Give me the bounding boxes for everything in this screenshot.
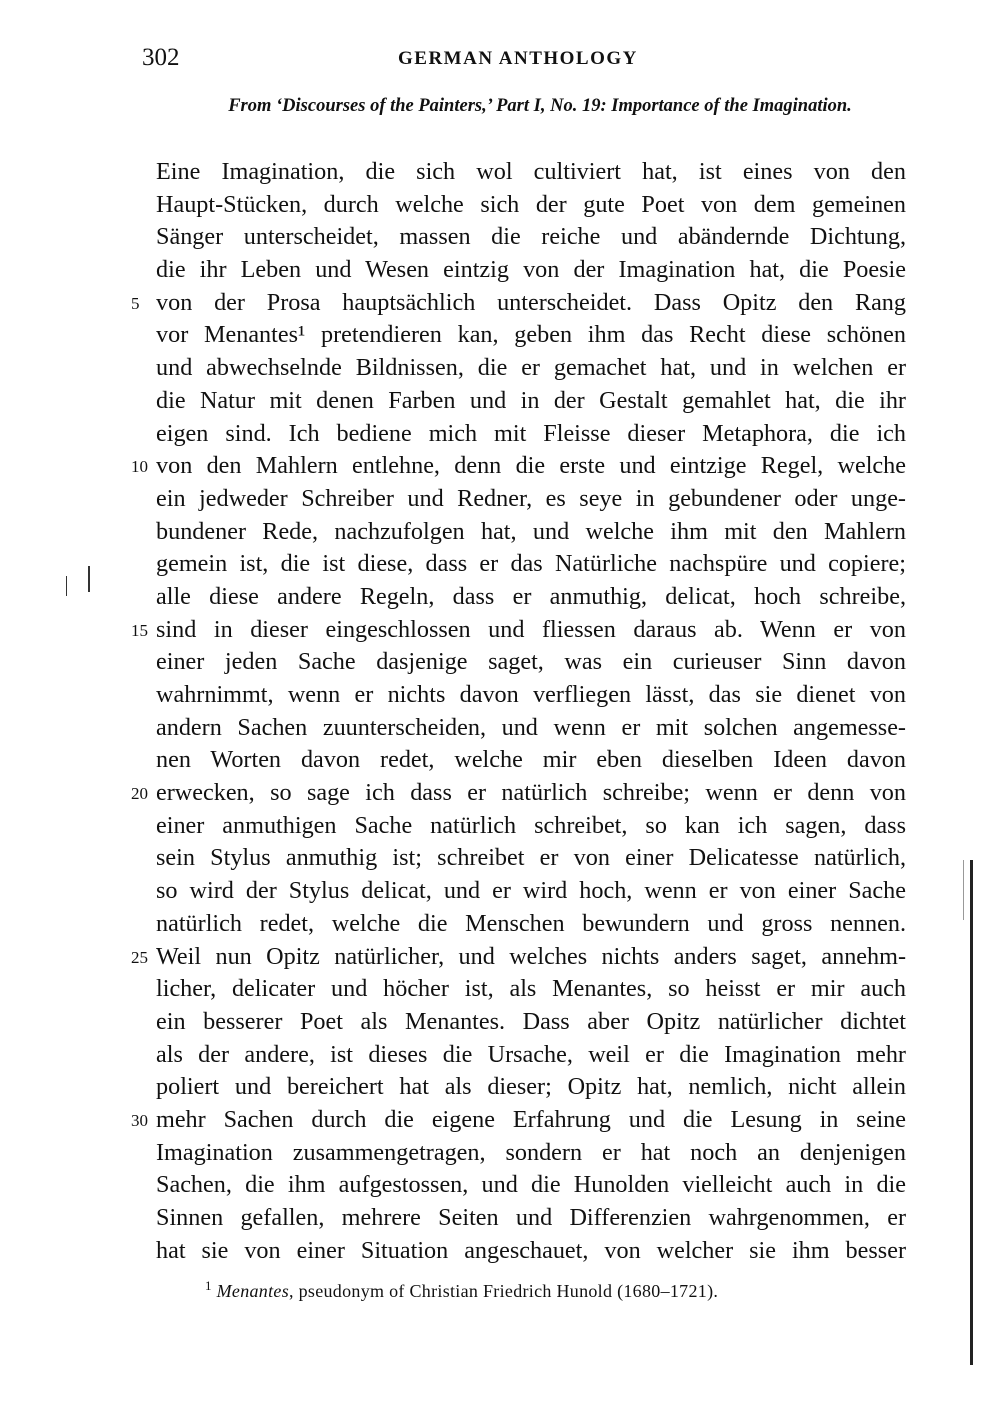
- text-line: [131, 777, 906, 810]
- footnote-marker: 1: [205, 1278, 212, 1293]
- line-text: Sänger unterscheidet, massen die reiche und abändernde Dichtung,: [156, 223, 906, 251]
- line-number: 30: [131, 1110, 148, 1130]
- line-text: wahrnimmt, wenn er nichts davon verfliegen lässt, das sie dienet von: [156, 681, 906, 708]
- line-text: Haupt-Stücken, durch welche sich der gute Poet von dem gemeinen: [156, 190, 906, 218]
- text-line: [156, 908, 906, 941]
- line-number: 20: [131, 784, 148, 804]
- text-line: [156, 1202, 906, 1235]
- line-text: Sachen, die ihm aufgestossen, und die Hunolden vielleicht auch in die: [156, 1171, 906, 1199]
- line-text: natürlich redet, welche die Menschen bewundern und gross nennen.: [156, 909, 906, 937]
- source-title: From ‘Discourses of the Painters,’ Part I, No. 19: Importance of the Imagination.: [228, 96, 852, 116]
- margin-mark: [66, 576, 67, 596]
- line-text: ein jedweder Schreiber und Redner, es seye in gebundener oder unge-: [156, 484, 906, 512]
- line-text: die ihr Leben und Wesen eintzig von der Imagination hat, die Poesie: [156, 256, 906, 284]
- line-text: eigen sind. Ich bediene mich mit Fleisse dieser Metaphora, die ich: [156, 419, 906, 447]
- line-text: Weil nun Opitz natürlicher, und welches nichts anders saget, annehm-: [156, 942, 906, 970]
- text-line: [156, 483, 906, 516]
- text-line: [156, 1006, 906, 1039]
- line-text: so wird der Stylus delicat, und er wird hoch, wenn er von einer Sache: [156, 877, 906, 905]
- text-line: [156, 418, 906, 451]
- text-line: [156, 385, 906, 418]
- line-text: ein besserer Poet als Menantes. Dass aber Opitz natürlicher dichtet: [156, 1007, 906, 1035]
- line-number: 5: [131, 293, 140, 313]
- text-line: [156, 581, 906, 614]
- line-number: 25: [131, 947, 148, 967]
- line-text: andern Sachen zuunterscheiden, und wenn er mit solchen angemesse-: [156, 713, 906, 741]
- line-text: einer anmuthigen Sache natürlich schreibet, so kan ich sagen, dass: [156, 811, 906, 839]
- line-text: Sinnen gefallen, mehrere Seiten und Differenzien wahrgenommen, er: [156, 1204, 906, 1231]
- margin-mark: [88, 566, 90, 592]
- footnote-text: , pseudonym of Christian Friedrich Hunold (1680–1721).: [289, 1281, 719, 1301]
- text-line: [156, 646, 906, 679]
- line-text: von den Mahlern entlehne, denn die erste und eintzige Regel, welche: [156, 452, 906, 480]
- line-text: licher, delicater und höcher ist, als Menantes, so heisst er mir auch: [156, 975, 906, 1003]
- body-text: [131, 156, 906, 1267]
- line-text: Imagination zusammengetragen, sondern er hat noch an denjenigen: [156, 1138, 906, 1166]
- line-text: die Natur mit denen Farben und in der Gestalt gemahlet hat, die ihr: [156, 386, 906, 414]
- line-number: 10: [131, 457, 148, 477]
- page-number: 302: [142, 44, 180, 71]
- footnote: [205, 1278, 718, 1302]
- line-text: und abwechselnde Bildnissen, die er gemachet hat, und in welchen er: [156, 354, 906, 382]
- text-line: [156, 810, 906, 843]
- margin-scan-line-faint: [963, 860, 964, 920]
- line-text: einer jeden Sache dasjenige saget, was ein curieuser Sinn davon: [156, 648, 906, 676]
- line-text: poliert und bereichert hat als dieser; Opitz hat, nemlich, nicht allein: [156, 1073, 906, 1101]
- running-head: GERMAN ANTHOLOGY: [398, 48, 638, 69]
- line-text: gemein ist, die ist diese, dass er das Natürliche nachspüre und copiere;: [156, 550, 906, 578]
- line-text: mehr Sachen durch die eigene Erfahrung und die Lesung in seine: [156, 1105, 906, 1133]
- line-text: von der Prosa hauptsächlich unterscheidet. Dass Opitz den Rang: [156, 288, 906, 316]
- text-line: [131, 450, 906, 483]
- text-line: [156, 973, 906, 1006]
- text-line: [156, 1137, 906, 1170]
- text-line: [156, 352, 906, 385]
- line-text: sein Stylus anmuthig ist; schreibet er von einer Delicatesse natürlich,: [156, 844, 906, 872]
- text-line: [156, 1169, 906, 1202]
- text-line: [156, 744, 906, 777]
- line-text: vor Menantes¹ pretendieren kan, geben ihm das Recht diese schönen: [156, 321, 906, 349]
- text-line: [156, 319, 906, 352]
- text-line: [156, 156, 906, 189]
- text-line: [156, 842, 906, 875]
- text-line: [156, 712, 906, 745]
- text-line: [156, 1039, 906, 1072]
- line-text: alle diese andere Regeln, dass er anmuthig, delicat, hoch schreibe,: [156, 582, 906, 610]
- text-line: [156, 548, 906, 581]
- text-line: [156, 254, 906, 287]
- line-text: nen Worten davon redet, welche mir eben dieselben Ideen davon: [156, 746, 906, 774]
- text-line: [131, 941, 906, 974]
- text-line: [156, 189, 906, 222]
- line-text: Eine Imagination, die sich wol cultiviert hat, ist eines von den: [156, 158, 906, 185]
- line-number: 15: [131, 620, 148, 640]
- text-line: [131, 614, 906, 647]
- line-text: bundener Rede, nachzufolgen hat, und welche ihm mit den Mahlern: [156, 517, 906, 545]
- line-text: hat sie von einer Situation angeschauet, von welcher sie ihm besser: [156, 1236, 906, 1264]
- text-line: [156, 875, 906, 908]
- margin-scan-line: [970, 860, 973, 1365]
- line-text: sind in dieser eingeschlossen und fliessen daraus ab. Wenn er von: [156, 615, 906, 643]
- text-line: [156, 1235, 906, 1268]
- text-line: [156, 221, 906, 254]
- line-text: als der andere, ist dieses die Ursache, weil er die Imagination mehr: [156, 1040, 906, 1068]
- text-line: [156, 1071, 906, 1104]
- text-line: [156, 516, 906, 549]
- text-line: [156, 679, 906, 712]
- text-line: [131, 287, 906, 320]
- footnote-term: Menantes: [216, 1281, 290, 1301]
- text-line: [131, 1104, 906, 1137]
- line-text: erwecken, so sage ich dass er natürlich schreibe; wenn er denn von: [156, 779, 906, 807]
